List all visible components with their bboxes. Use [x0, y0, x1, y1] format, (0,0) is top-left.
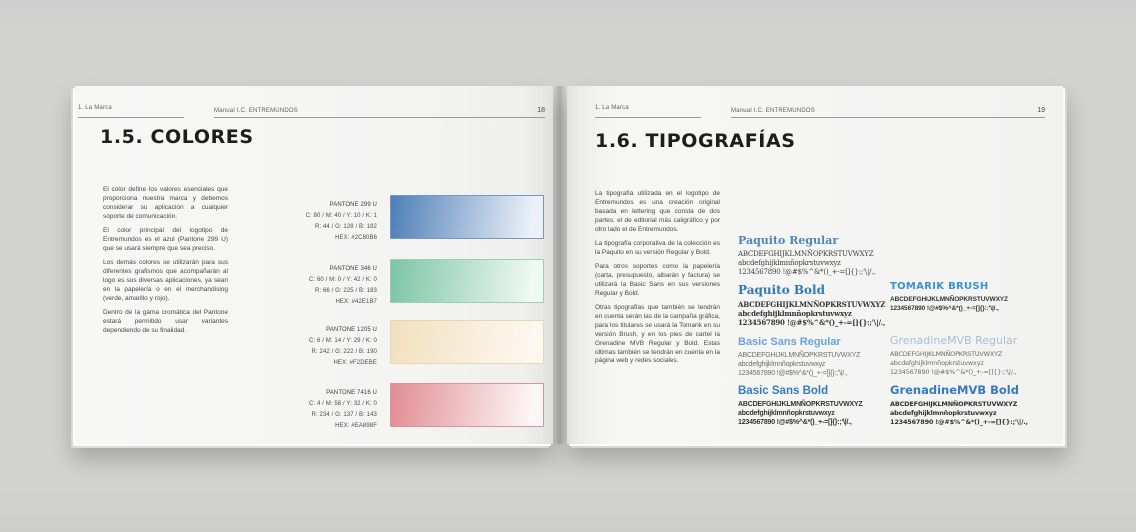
swatch-labels [227, 388, 377, 432]
specimen-numbers: 1234567890 !@#$%^&*()_+-=[]{}:;'\|/., [738, 419, 852, 426]
paragraph: El color principal del logotipo de Entremundos es el azul (Pantone 299 U) que se usará siempre que sea preciso. [103, 226, 228, 252]
specimen-grenadinemvb-regular [890, 334, 1017, 377]
specimen-lowercase: abcdefghijklmnñopkrstuvwxyz [738, 361, 826, 368]
page-colores [75, 86, 553, 444]
cmyk-value: C: 60 / M: 0 / Y: 42 / K: 0 [309, 277, 377, 283]
color-swatch-cream [390, 320, 544, 364]
cmyk-value: C: 80 / M: 40 / Y: 10 / K: 1 [305, 213, 377, 219]
specimen-grenadinemvb-bold [890, 383, 1028, 427]
header-manual-label: Manual I.C. ENTREMUNDOS [214, 108, 298, 114]
font-name: Basic Sans Bold [738, 385, 829, 397]
font-name: GrenadineMVB Regular [890, 334, 1018, 347]
spread-spine-fold [553, 86, 567, 444]
specimen-uppercase: ABCDEFGHIJKLMNÑOPKRSTUVWXYZ [738, 300, 886, 309]
body-copy-tipografias [595, 190, 720, 371]
specimen-lowercase: abcdefghijklmnñopkrstuvwxyz [890, 409, 997, 417]
cmyk-value: C: 4 / M: 58 / Y: 32 / K: 0 [309, 401, 377, 407]
pantone-name: PANTONE 346 U [329, 266, 377, 272]
specimen-uppercase: ABCDEFGHIJKLMNÑOPKRSTUVWXYZ [890, 350, 1003, 358]
page-number: 18 [537, 107, 545, 114]
pantone-name: PANTONE 1205 U [326, 327, 377, 333]
page-tipografias [567, 86, 1063, 444]
specimen-numbers: 1234567890 !@#$%^&*()_+-=[]{}:;'\|/., [738, 318, 886, 327]
paragraph: El color define los valores esenciales que proporciona nuestra marca y debemos considerar su aplicación a cualquier soporte de comunicación. [103, 186, 228, 220]
specimen-uppercase: ABCDEFGHIJKLMNÑOPKRSTUVWXYZ [890, 296, 1008, 303]
paragraph: Para otros soportes como la papelería (carta, presupuesto, albarán y factura) se utilizará la Basic Sans en sus versiones Regular y Bold. [595, 262, 720, 297]
header-section-label: 1. La Marca [78, 105, 112, 111]
specimen-paquito-bold [738, 283, 885, 327]
color-swatch-blue [390, 195, 544, 239]
pantone-name: PANTONE 299 U [329, 202, 377, 208]
specimen-paquito-regular [738, 234, 875, 277]
hex-value: HEX: #2C80B6 [335, 235, 377, 241]
rgb-value: R: 66 / G: 225 / B: 183 [314, 288, 377, 294]
specimen-tomarik-brush [890, 281, 1008, 313]
rgb-value: R: 44 / G: 128 / B: 182 [314, 224, 377, 230]
specimen-uppercase: ABCDEFGHIJKLMNÑOPKRSTUVWXYZ [890, 400, 1018, 408]
specimen-numbers: 1234567890 !@#$%^&*()_+-=[]{}:;'\|/., [738, 268, 876, 276]
specimen-uppercase: ABCDEFGHIJKLMNÑOPKRSTUVWXYZ [738, 352, 861, 359]
specimen-uppercase: ABCDEFGHIJKLMNÑOPKRSTUVWXYZ [738, 250, 874, 258]
specimen-lowercase: abcdefghijklmnñopkrstuvwxyz [738, 410, 835, 417]
color-swatch-pink [390, 383, 544, 427]
font-name: Paquito Regular [738, 234, 839, 247]
font-name: Paquito Bold [738, 283, 825, 297]
paragraph: Los demás colores se utilizarán para sus diferentes grafismos que acompañarán al logo es sus diversas aplicaciones, ya sean en la papelería o en el merchandising (verde, amarillo y rojo). [103, 258, 228, 302]
specimen-lowercase: abcdefghijklmnñopkrstuvwxyz [890, 359, 984, 367]
paragraph: La tipografía corporativa de la colección es la Paquito en su versión Regular y Bold. [595, 239, 720, 256]
header-section-label: 1. La Marca [595, 105, 629, 111]
specimen-numbers: 1234567890 !@#$%^&*()_+-=[]{}:;'\|/., [890, 368, 1017, 376]
paragraph: La tipografía utilizada en el logotipo de Entremundos es una creación original basada en lettering que consta de dos partes: el de editorial más caligráfico y por otro lado el de Entremundos. [595, 190, 720, 233]
hex-value: HEX: #42E1B7 [335, 299, 377, 305]
hex-value: HEX: #EA898F [335, 423, 377, 429]
swatch-row-pantone-1205 [75, 320, 553, 364]
specimen-lowercase: abcdefghijklmnñopkrstuvwxyz [738, 309, 852, 318]
swatch-labels [227, 264, 377, 308]
color-swatch-green [390, 259, 544, 303]
specimen-numbers: 1234567890 !@#$%^&*()_+-=[]{}::'\|/., [890, 305, 999, 312]
paragraph: Otras tipografías que también se tendrán en cuenta serán las de la campaña gráfica, para los titulares se usará la Tomarik en su versión Brush, y en los pies de cartel la Grenadine MVB Regular y Bold. Estas últimas también se tendrán en cuenta en la página web y redes sociales. [595, 303, 720, 365]
swatch-row-pantone-299 [75, 195, 553, 239]
pantone-name: PANTONE 7416 U [326, 390, 377, 396]
running-header [78, 96, 545, 118]
font-name: Basic Sans Regular [738, 336, 841, 348]
running-header [595, 96, 1045, 118]
page-number: 19 [1037, 107, 1045, 114]
header-manual-label: Manual I.C. ENTREMUNDOS [731, 108, 815, 114]
specimen-lowercase: abcdefghijklmnñopkrstuvwxyz [738, 259, 841, 267]
specimen-basic-sans-regular [738, 336, 860, 378]
swatch-labels [227, 325, 377, 369]
page-title-colores: 1.5. COLORES [100, 126, 254, 148]
specimen-numbers: 1234567890 !@#$%^&*()_+-=[]{}:;'\|/., [738, 370, 848, 377]
specimen-uppercase: ABCDEFGHIJKLMNÑOPKRSTUVWXYZ [738, 401, 863, 408]
font-name: TOMARIK BRUSH [890, 281, 989, 292]
swatch-labels [227, 200, 377, 244]
paragraph: Dentro de la gama cromática del Pantone estará permitido usar variantes dependiendo de su finalidad. [103, 308, 228, 334]
rgb-value: R: 234 / G: 137 / B: 143 [311, 412, 377, 418]
font-name: GrenadineMVB Bold [890, 383, 1019, 397]
specimen-numbers: 1234567890 !@#$%^&*()_+-=[]{}:;'\|/., [890, 418, 1028, 426]
rgb-value: R: 242 / G: 222 / B: 190 [311, 349, 377, 355]
page-title-tipografias: 1.6. TIPOGRAFÍAS [595, 130, 796, 152]
specimen-basic-sans-bold [738, 385, 863, 427]
swatch-row-pantone-346 [75, 259, 553, 303]
cmyk-value: C: 6 / M: 14 / Y: 29 / K: 0 [309, 338, 377, 344]
swatch-row-pantone-7416 [75, 383, 553, 427]
hex-value: HEX: #F2DEBE [333, 360, 377, 366]
